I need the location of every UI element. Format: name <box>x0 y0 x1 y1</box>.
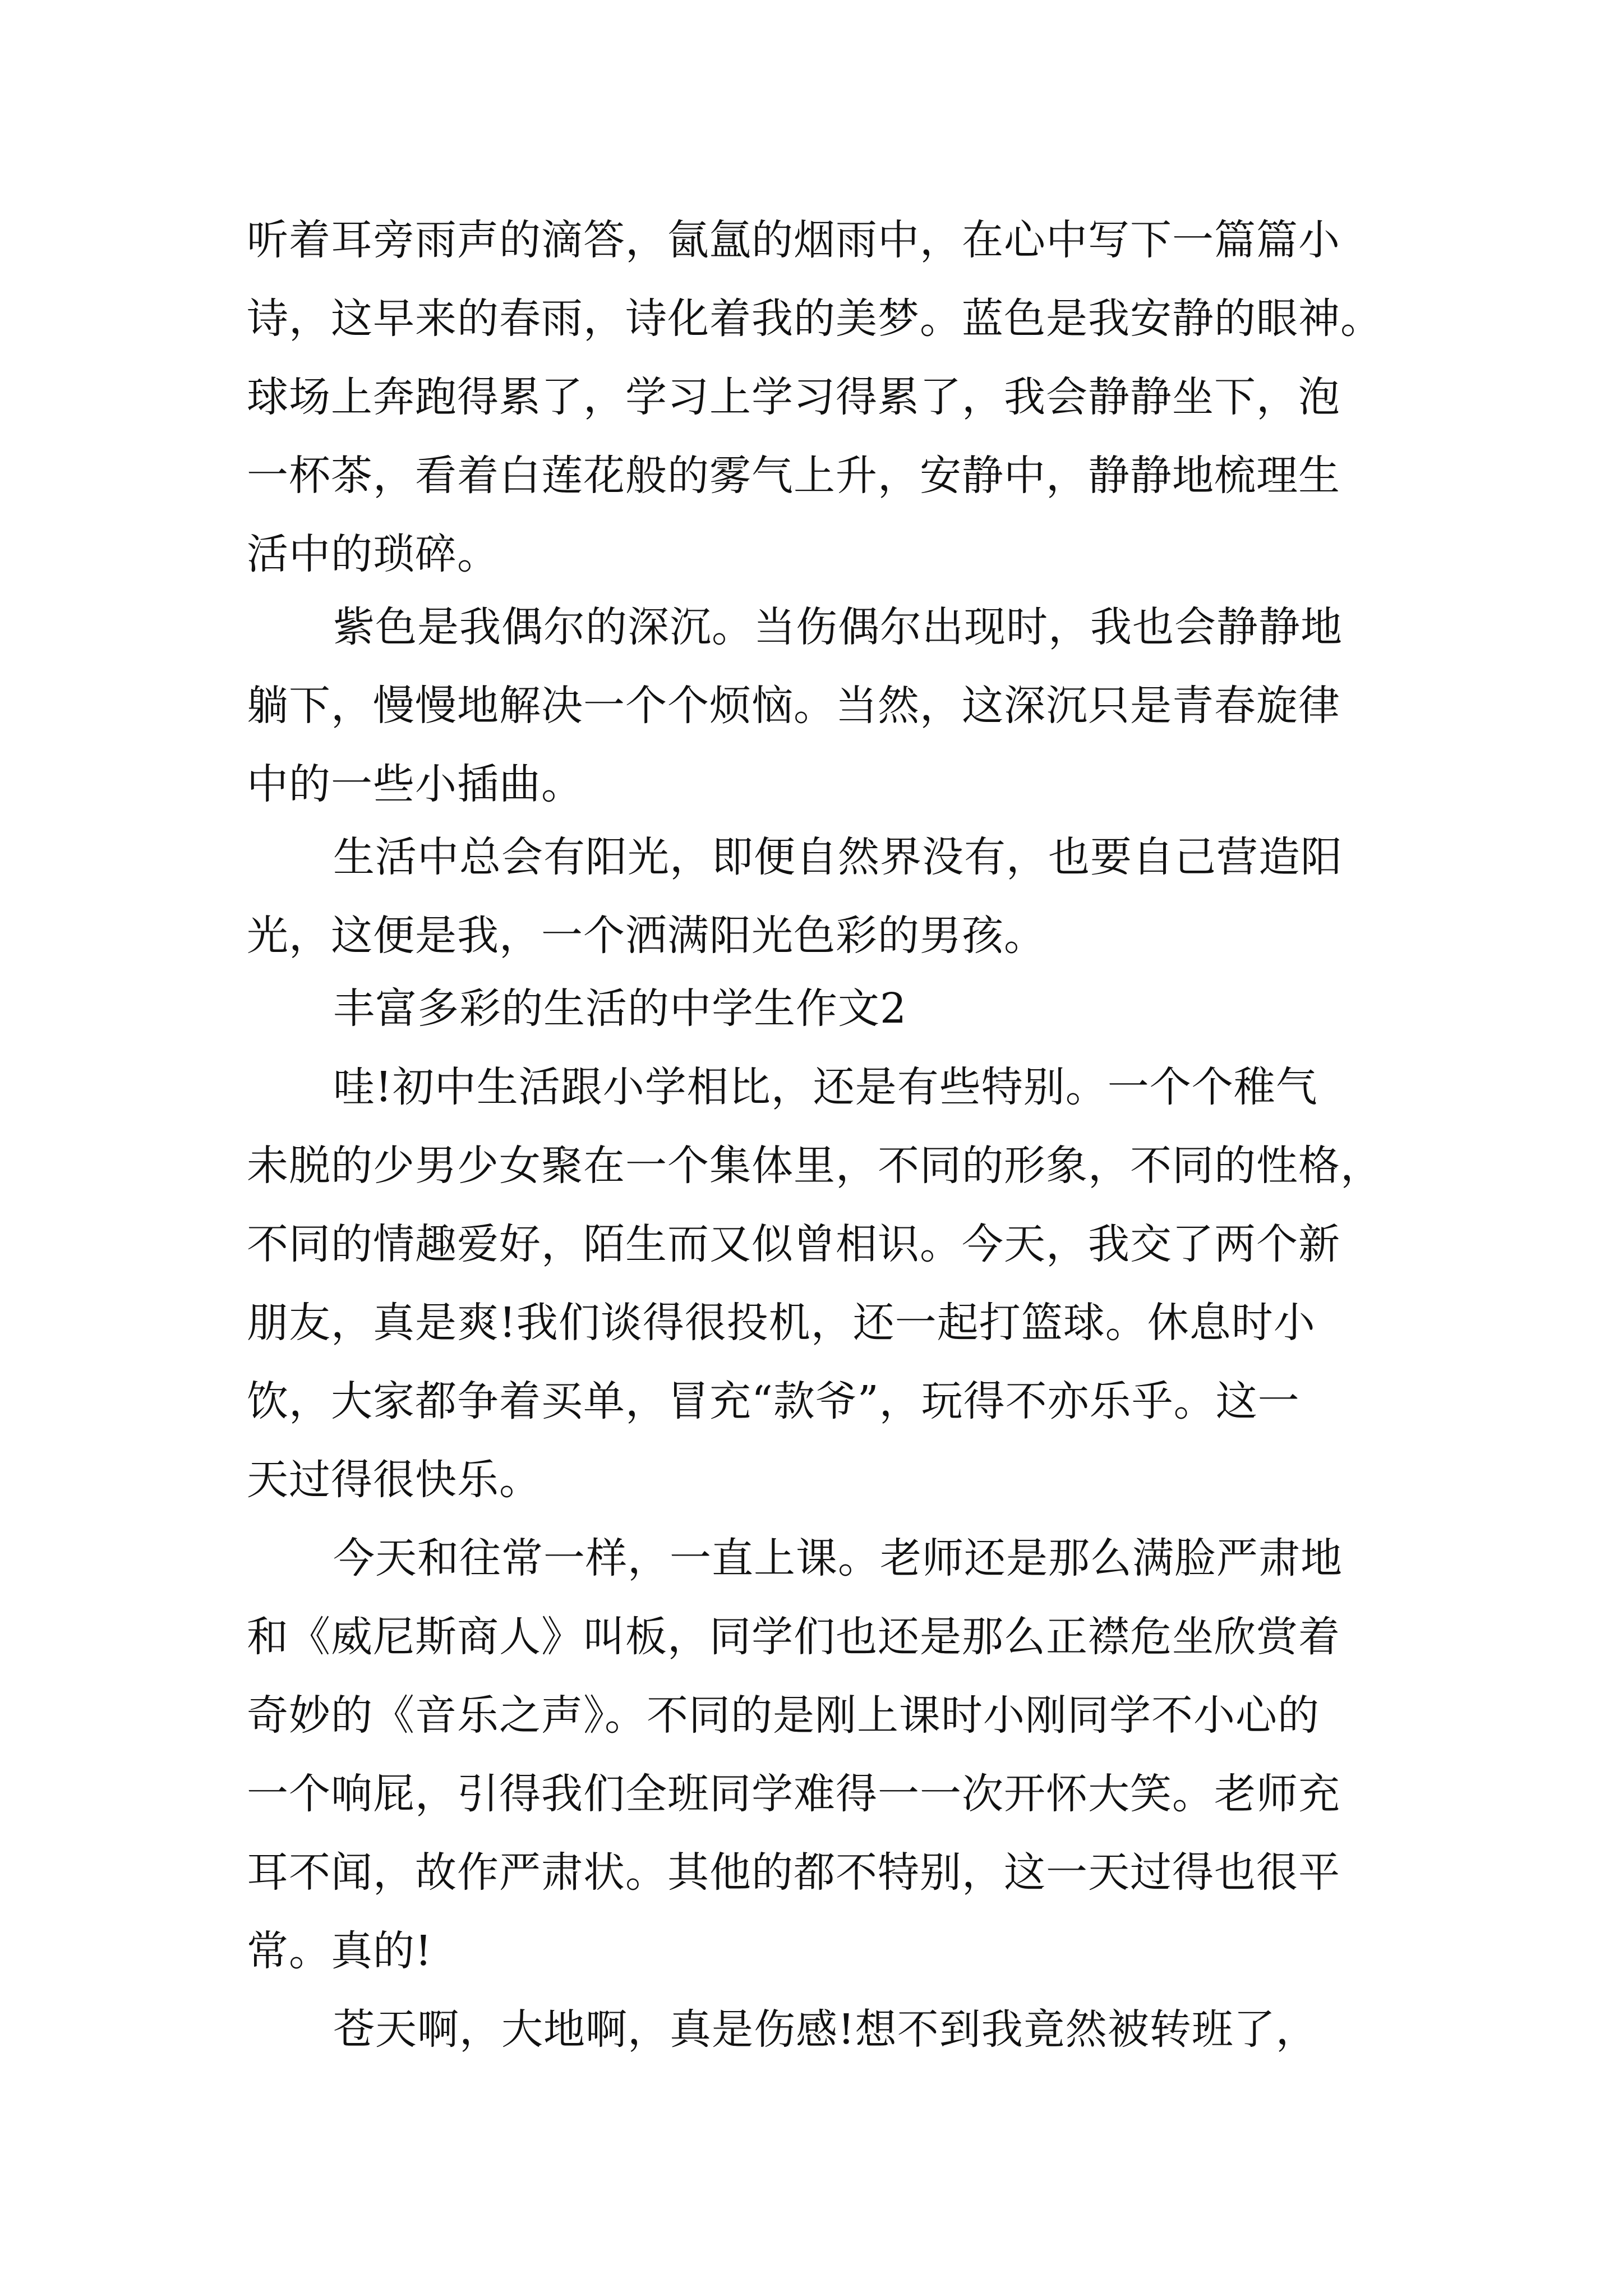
text-line: 朋友，真是爽!我们谈得很投机，还一起打篮球。休息时小 <box>247 1299 1316 1347</box>
text-line: 哇!初中生活跟小学相比，还是有些特别。一个个稚气 <box>333 1063 1318 1111</box>
text-line: 听着耳旁雨声的滴答，氤氲的烟雨中，在心中写下一篇篇小 <box>247 216 1340 264</box>
text-line: 耳不闻，故作严肃状。其他的都不特别，这一天过得也很平 <box>247 1848 1340 1897</box>
text-line: 天过得很快乐。 <box>247 1456 541 1504</box>
text-line: 奇妙的《音乐之声》。不同的是刚上课时小刚同学不小心的 <box>247 1691 1320 1740</box>
text-line: 活中的琐碎。 <box>247 530 499 578</box>
text-line: 诗，这早来的春雨，诗化着我的美梦。蓝色是我安静的眼神。 <box>247 295 1382 343</box>
text-line: 一个响屁，引得我们全班同学难得一一次开怀大笑。老师充 <box>247 1770 1340 1818</box>
text-line: 一杯茶，看着白莲花般的雾气上升，安静中，静静地梳理生 <box>247 452 1340 500</box>
text-line: 躺下，慢慢地解决一个个烦恼。当然，这深沉只是青春旋律 <box>247 682 1340 730</box>
text-line: 光，这便是我，一个洒满阳光色彩的男孩。 <box>247 912 1046 960</box>
text-line: 苍天啊，大地啊，真是伤感!想不到我竟然被转班了， <box>333 2005 1318 2054</box>
text-line: 紫色是我偶尔的深沉。当伤偶尔出现时，我也会静静地 <box>333 603 1343 651</box>
text-line: 常。真的! <box>247 1927 432 1975</box>
text-line: 未脱的少男少女聚在一个集体里，不同的形象，不同的性格， <box>247 1142 1382 1190</box>
text-line: 中的一些小插曲。 <box>247 760 583 808</box>
text-line: 不同的情趣爱好，陌生而又似曾相识。今天，我交了两个新 <box>247 1220 1340 1268</box>
text-line: 生活中总会有阳光，即便自然界没有，也要自己营造阳 <box>333 833 1343 881</box>
text-line: 饮，大家都争着买单，冒充“款爷”，玩得不亦乐乎。这一 <box>247 1377 1300 1425</box>
text-line: 和《威尼斯商人》叫板，同学们也还是那么正襟危坐欣赏着 <box>247 1613 1340 1661</box>
section-title: 丰富多彩的生活的中学生作文2 <box>333 984 907 1033</box>
text-line: 今天和往常一样，一直上课。老师还是那么满脸严肃地 <box>333 1534 1343 1582</box>
text-line: 球场上奔跑得累了，学习上学习得累了，我会静静坐下，泡 <box>247 373 1340 421</box>
